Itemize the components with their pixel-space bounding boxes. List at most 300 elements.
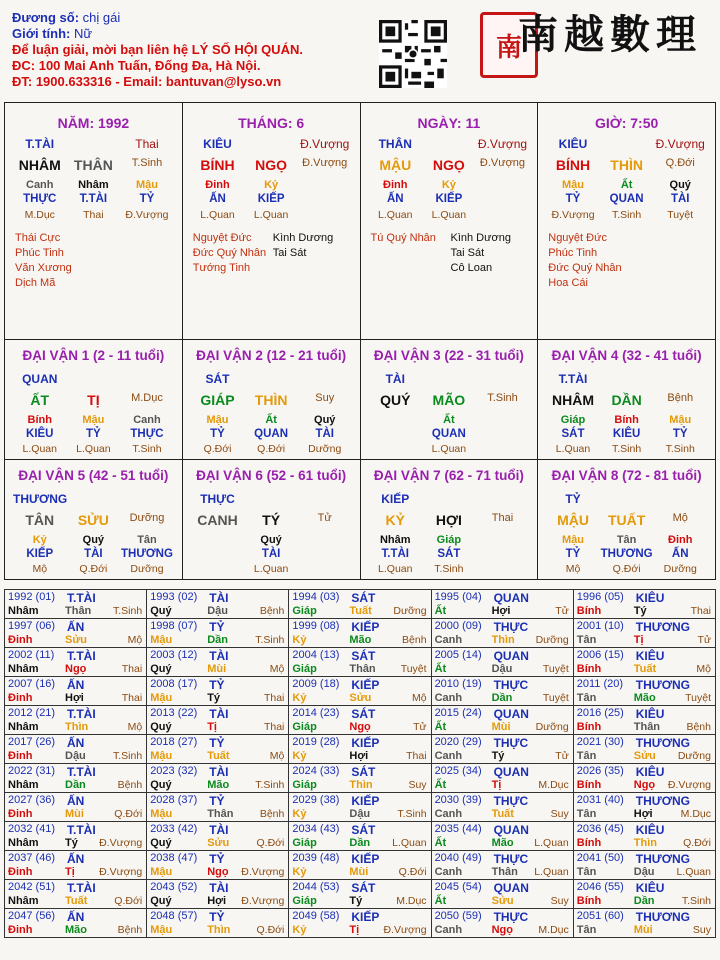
year-can: Đinh [8,750,33,762]
year-god: KIÊU [635,591,665,605]
dai-van-note: Suy [315,392,335,404]
year-god: TÀI [209,823,229,837]
year-chi: Thân [207,808,234,820]
year-label: 2025 (34) [434,765,482,777]
year-chi: Sửu [207,837,230,849]
dai-van-cell [538,460,715,579]
year-chi: Dần [65,779,86,791]
star: Kình Dương [450,232,511,244]
year-chi: Dậu [349,808,371,820]
year-cell [147,619,289,648]
year-god: SÁT [351,765,376,779]
year-cell [573,735,715,764]
dai-van-title: ĐẠI VẬN 5 (42 - 51 tuổi) [18,468,169,483]
year-can: Tân [576,634,597,646]
year-chi: Tị [633,634,644,646]
year-stage: Dưỡng [535,634,569,646]
year-can: Kỷ [292,924,307,936]
year-label: 2009 (18) [292,678,340,690]
hidden-note: L.Quan [555,443,591,455]
hidden-stem [298,534,352,546]
hidden-note: Q.Đới [79,563,108,575]
year-stage: M.Dục [396,895,427,907]
gender-label: Giới tính: [12,26,71,41]
year-can: Quý [150,721,172,733]
dai-van-can: GIÁP [200,392,235,408]
year-label: 2033 (42) [150,823,198,835]
hidden-note [476,563,530,575]
year-can: Mậu [150,750,173,762]
year-label: 2003 (12) [150,649,198,661]
year-chi: Mùi [65,808,84,820]
stars-list [548,231,621,291]
hidden-note: L.Quan [378,209,413,221]
year-can: Giáp [292,605,317,617]
year-stage: T.Sinh [681,895,711,907]
year-god: THỰC [493,910,529,924]
table-row [5,648,716,677]
year-label: 2013 (22) [150,707,198,719]
year-can: Giáp [292,663,317,675]
year-cell [431,764,573,793]
year-label: 2015 (24) [434,707,482,719]
year-cell [147,909,289,938]
year-god: KIẾP [351,852,380,866]
year-stage: T.Sinh [255,779,285,791]
hidden-stem: Giáp [436,534,462,546]
pillar-day [361,103,539,339]
year-god: SÁT [351,649,376,663]
year-cell [147,648,289,677]
pillar-can: BÍNH [555,157,591,173]
year-stage: L.Quan [534,866,569,878]
year-god: KIẾP [351,620,380,634]
year-stage: Bệnh [686,721,711,733]
year-can: Kỷ [292,750,307,762]
hidden-god: QUAN [609,193,644,205]
year-stage: Thai [690,605,711,617]
year-can: Nhâm [8,605,39,617]
dai-van-title: ĐẠI VẬN 1 (2 - 11 tuổi) [22,348,165,363]
star: Cô Loan [450,262,493,274]
year-can: Giáp [292,779,317,791]
dai-van-chi: TỊ [87,392,100,408]
year-god: TÀI [209,707,229,721]
year-label: 2005 (14) [434,649,482,661]
pillar-chi-note: T.Sinh [131,157,163,169]
year-chi: Sửu [349,692,372,704]
dai-van-god: SÁT [205,372,230,386]
hidden-stem: Mậu [562,534,584,546]
contact-line: Để luận giải, mời bạn liên hệ LÝ SỐ HỘI QUÁN. [12,42,303,57]
year-stage: Mộ [127,721,143,733]
dai-van-god: T.TÀI [558,372,588,386]
year-stage: Suy [550,808,569,820]
year-stage: Tuyệt [542,663,569,675]
year-label: 2010 (19) [434,678,482,690]
year-label: 2004 (13) [292,649,340,661]
hidden-god: TỶ [565,193,581,205]
hidden-note: Dưỡng [308,443,342,455]
year-chi: Mão [65,924,87,936]
year-can: Nhâm [8,779,39,791]
dai-van-cell [361,340,539,459]
year-can: Quý [150,605,172,617]
year-chi: Mão [349,634,372,646]
phone-email-line[interactable]: ĐT: 1900.633316 - Email: bantuvan@lyso.vn [12,74,282,89]
year-label: 1997 (06) [8,620,56,632]
year-cell [147,851,289,880]
year-god: TÀI [209,765,229,779]
year-god: KIÊU [635,649,665,663]
year-can: Canh [434,866,463,878]
dai-van-chi: DẦN [611,392,642,408]
year-god: SÁT [351,881,376,895]
year-chi: Thìn [491,634,515,646]
hidden-god: TỶ [210,428,225,440]
pillar-hour [538,103,715,339]
table-row [5,880,716,909]
hidden-stem: Canh [26,179,54,191]
year-can: Bính [576,779,602,791]
year-label: 2048 (57) [150,910,198,922]
dai-van-title: ĐẠI VẬN 4 (32 - 41 tuổi) [551,348,702,363]
star: Tai Sát [450,247,485,259]
year-chi: Ngọ [65,663,87,675]
hidden-god: KIÊU [26,428,54,440]
year-can: Nhâm [8,837,39,849]
year-god: ẤN [67,678,85,692]
year-god: KIÊU [635,765,665,779]
hidden-note: L.Quan [378,563,413,575]
year-stage: Tử [555,750,569,762]
dai-van-row-1 [4,340,716,460]
year-cell [289,909,431,938]
year-can: Tân [576,750,597,762]
hidden-note: Dưỡng [663,563,697,575]
dai-van-can: TÂN [25,512,55,528]
year-stage: Q.Đới [114,895,143,907]
pillar-god: T.TÀI [25,137,55,151]
hidden-stem: Tân [137,534,157,546]
year-can: Tân [576,866,597,878]
year-label: 1998 (07) [150,620,198,632]
year-chi: Thìn [633,837,657,849]
table-row [5,822,716,851]
hidden-note: Thai [83,209,104,221]
year-stage: L.Quan [534,837,569,849]
year-god: T.TÀI [67,591,96,605]
year-stage: Q.Đới [398,866,427,878]
year-label: 2037 (46) [8,852,56,864]
year-stage: Q.Đới [114,808,143,820]
hidden-stem: Mậu [206,414,229,426]
year-cell [5,648,147,677]
year-stage: T.Sinh [113,605,143,617]
year-cell [289,764,431,793]
dai-van-god: TỶ [565,492,581,506]
year-stage: Tuyệt [542,692,569,704]
year-god: QUAN [493,881,529,895]
year-label: 1999 (08) [292,620,340,632]
year-stage: Mộ [411,692,427,704]
year-label: 2027 (36) [8,794,56,806]
year-god: QUAN [493,649,529,663]
year-god: TỶ [209,736,225,750]
year-chi: Tuất [65,895,88,907]
year-cell [5,677,147,706]
table-row [5,851,716,880]
dai-van-can: KỶ [385,512,405,528]
pillar-god-note: Đ.Vượng [477,137,528,151]
star: Tú Quý Nhân [370,232,436,244]
hidden-note: L.Quan [253,563,289,575]
hidden-god: QUAN [431,428,466,440]
year-stage: Mộ [696,663,711,675]
pillar-chi-note: Q.Đới [665,157,695,169]
year-can: Nhâm [8,663,39,675]
year-cell [431,793,573,822]
star: Thái Cực [15,232,61,244]
year-label: 2036 (45) [576,823,624,835]
pillar-year [5,103,183,339]
year-chi: Tý [349,895,363,907]
year-chi: Dần [349,837,371,849]
year-chi: Hợi [207,895,227,907]
year-god: THƯƠNG [635,910,690,924]
year-cell [431,851,573,880]
year-chi: Sửu [633,750,656,762]
year-chi: Hợi [65,692,84,704]
pillar-chi: THÂN [73,157,113,173]
year-can: Canh [434,924,463,936]
hidden-stem: Ất [265,414,277,426]
year-can: Ất [434,663,447,675]
year-chi: Dần [207,634,228,646]
pillar-title: NĂM: 1992 [57,115,130,131]
year-label: 2040 (49) [434,852,482,864]
dai-van-note: Tử [317,512,332,524]
year-stage: Suy [550,895,569,907]
year-god: TỶ [209,678,225,692]
year-cell [289,851,431,880]
year-chi: Thân [349,663,376,675]
table-row [5,590,716,619]
year-can: Canh [434,692,463,704]
year-can: Kỷ [292,808,307,820]
year-stage: Thai [121,663,143,675]
year-can: Tân [576,924,597,936]
year-cell [573,648,715,677]
year-cell [147,590,289,619]
gender-value: Nữ [73,26,93,41]
hidden-note: Mộ [32,563,48,575]
hidden-stem [476,414,530,426]
year-stage: Bệnh [259,605,285,617]
year-label: 2051 (60) [576,910,624,922]
year-stage: Đ.Vượng [383,924,427,936]
address-line: ĐC: 100 Mai Anh Tuấn, Đống Đa, Hà Nội. [12,58,261,73]
year-can: Đinh [8,808,33,820]
table-row [5,619,716,648]
hidden-stem: Mậu [669,414,692,426]
year-stage: Mộ [269,750,285,762]
year-label: 2046 (55) [576,881,624,893]
year-god: SÁT [351,707,376,721]
pillar-chi-note: Đ.Vượng [479,157,526,169]
year-stage: Tử [697,634,711,646]
dai-van-god: THỰC [200,492,235,506]
dai-van-title: ĐẠI VẬN 3 (22 - 31 tuổi) [373,348,524,363]
dai-van-can: CANH [197,512,238,528]
dai-van-chi: TÝ [262,512,281,528]
year-cell [431,619,573,648]
year-god: TÀI [209,591,229,605]
year-chi: Hợi [491,605,511,617]
hidden-god: TÀI [315,428,334,440]
dai-van-cell [361,460,539,579]
hidden-god [191,548,245,560]
dai-van-god: QUAN [22,372,58,386]
year-label: 2001 (10) [576,620,624,632]
year-god: KIÊU [635,707,665,721]
year-stage: Bệnh [259,808,285,820]
year-stage: Q.Đới [256,837,285,849]
year-label: 2008 (17) [150,678,198,690]
stars-list [193,231,266,276]
year-god: TỶ [209,794,225,808]
hidden-note: T.Sinh [434,563,464,575]
year-chi: Dần [491,692,513,704]
year-cell [5,619,147,648]
year-can: Mậu [150,866,173,878]
year-god: TỶ [209,910,225,924]
star: Hoa Cái [548,277,588,289]
year-stage: Tuyệt [400,663,427,675]
star: Đức Quý Nhân [192,247,267,259]
year-cell [147,735,289,764]
dai-van-title: ĐẠI VẬN 6 (52 - 61 tuổi) [196,468,347,483]
year-can: Kỷ [292,692,307,704]
qr-code-icon[interactable] [379,20,447,88]
year-chi: Thân [633,721,661,733]
year-chi: Thân [65,605,92,617]
year-can: Giáp [292,837,317,849]
hidden-god: THƯƠNG [600,548,653,560]
year-chi: Hợi [349,750,369,762]
hidden-stem: Quý [669,179,691,191]
dai-van-note: Bệnh [667,392,694,404]
hidden-note: Mộ [565,563,581,575]
dai-van-cell [538,340,715,459]
year-stage: Thai [121,692,143,704]
year-can: Bính [576,837,602,849]
year-god: T.TÀI [67,823,96,837]
hidden-god [476,548,530,560]
hidden-stem: Quý [314,414,336,426]
year-god: THƯƠNG [635,736,690,750]
year-god: T.TÀI [67,765,96,779]
year-stage: L.Quan [392,837,427,849]
hidden-note: T.Sinh [612,209,642,221]
year-cell [289,880,431,909]
year-can: Ất [434,779,447,791]
year-label: 2034 (43) [292,823,340,835]
year-chi: Dậu [65,750,86,762]
year-can: Bính [576,721,602,733]
year-label: 2049 (58) [292,910,340,922]
star: Tai Sát [272,247,307,259]
pillar-can: BÍNH [200,157,235,173]
year-cell [5,735,147,764]
year-cell [5,880,147,909]
year-god: THƯƠNG [635,620,690,634]
year-can: Đinh [8,634,33,646]
hidden-stem: Kỷ [441,179,456,191]
year-stage: Tử [555,605,569,617]
pillar-can: MẬU [379,157,412,173]
year-label: 2011 (20) [576,678,624,690]
hidden-god: KIẾP [435,193,463,205]
hidden-stem: Ất [620,179,633,191]
star: Kình Dương [272,232,334,244]
year-cell [147,677,289,706]
pillar-god-note: Đ.Vượng [655,137,705,151]
year-stage: Tuyệt [685,692,711,704]
hidden-god: ẤN [386,193,404,205]
year-chi: Dậu [491,663,513,675]
year-cell [5,793,147,822]
table-row [5,764,716,793]
pillar-chi-note: Đ.Vượng [302,157,348,169]
year-label: 2031 (40) [576,794,624,806]
year-can: Canh [434,634,463,646]
dai-van-can: ẤT [30,392,50,408]
hidden-stem: Kỷ [264,179,279,191]
year-cell [573,793,715,822]
brand-title: 南越數理 [518,11,702,58]
stars-list-secondary [273,231,333,261]
hidden-god: T.TÀI [79,193,108,205]
year-cell [573,909,715,938]
stars-list [15,231,72,291]
hidden-stem: Tân [616,534,637,546]
year-stage: M.Dục [538,924,569,936]
year-cell [5,851,147,880]
year-can: Kỷ [292,866,307,878]
year-can: Đinh [8,924,33,936]
year-stage: T.Sinh [255,634,285,646]
hidden-stem: Quý [260,534,282,546]
star: Đức Quý Nhân [548,262,622,274]
year-cell [573,851,715,880]
year-chi: Mão [207,779,230,791]
year-god: THƯƠNG [635,794,690,808]
year-cell [431,590,573,619]
year-label: 2022 (31) [8,765,56,777]
year-stage: Tử [413,721,427,733]
year-label: 2014 (23) [292,707,340,719]
year-chi: Tị [65,866,75,878]
year-can: Tân [576,808,597,820]
year-label: 2026 (35) [576,765,624,777]
year-chi: Tuất [633,663,657,675]
dai-van-can: NHÂM [552,392,594,408]
year-god: QUAN [493,707,529,721]
hidden-stem: Kỷ [32,534,47,546]
year-label: 1992 (01) [8,591,56,603]
year-stage: Đ.Vượng [241,895,285,907]
